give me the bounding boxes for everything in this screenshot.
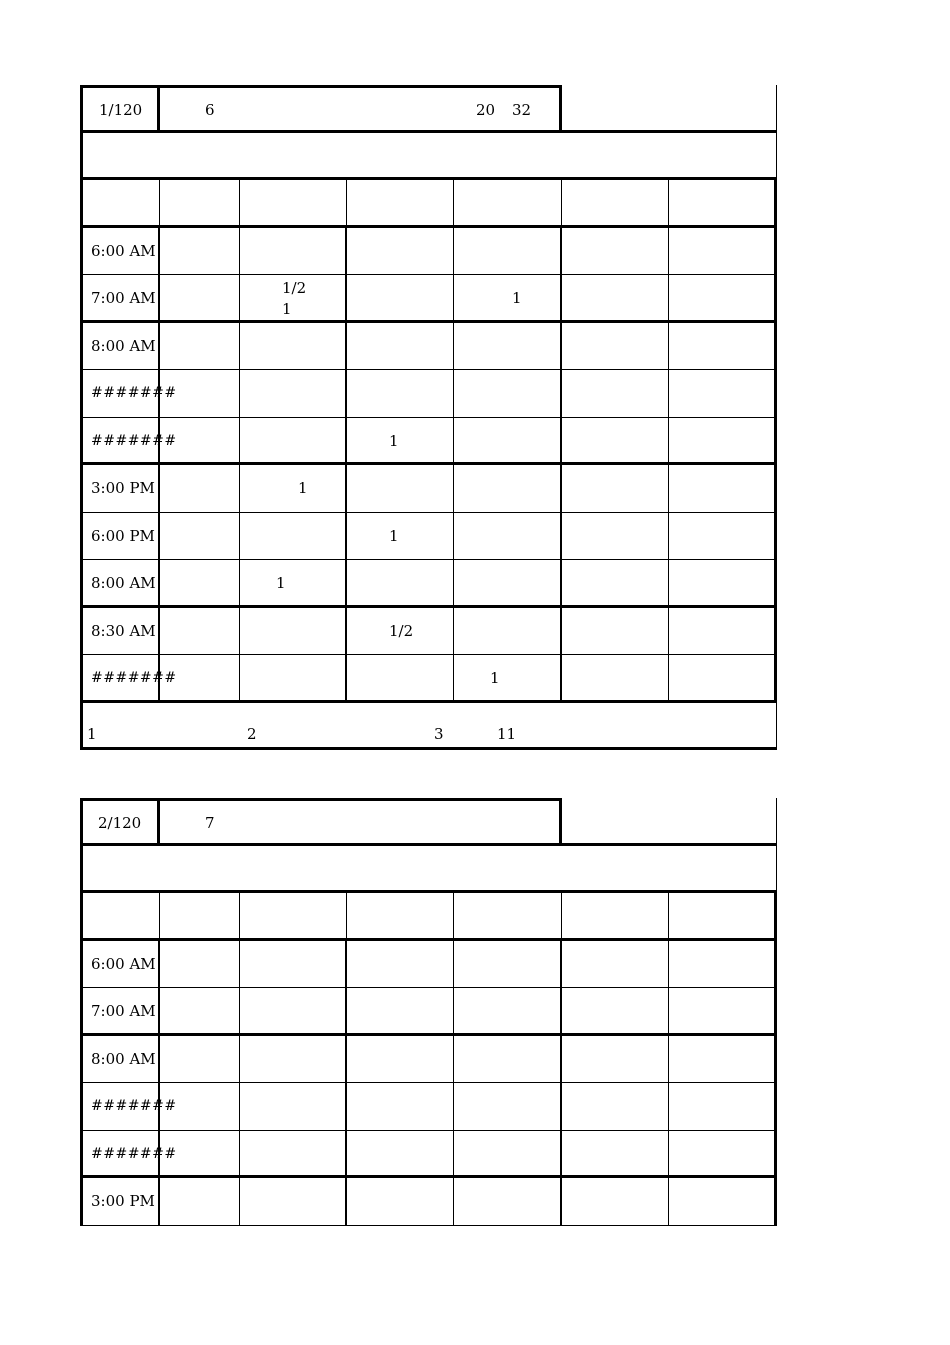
slot-cell[interactable] — [347, 228, 454, 276]
slot-cell[interactable] — [347, 1083, 454, 1131]
slot-cell[interactable] — [669, 608, 777, 656]
total-value-d: 11 — [497, 724, 517, 743]
time-cell[interactable] — [80, 988, 160, 1036]
time-label: 8:30 AM — [91, 621, 156, 640]
column-header-cell[interactable] — [669, 180, 777, 228]
slot-cell[interactable] — [160, 608, 240, 656]
time-slot-row — [80, 988, 777, 1036]
slot-cell[interactable] — [160, 465, 240, 513]
slot-value: 1 — [298, 479, 308, 497]
time-label: 3:00 PM — [91, 479, 155, 497]
column-header-cell[interactable] — [454, 180, 562, 228]
time-label: 3:00 PM — [91, 1192, 155, 1210]
slot-cell[interactable] — [669, 1178, 777, 1226]
time-cell[interactable] — [80, 513, 160, 561]
slot-cell[interactable] — [240, 1083, 347, 1131]
slot-cell[interactable] — [160, 1178, 240, 1226]
slot-value: 1 — [512, 289, 522, 307]
time-slot-row — [80, 655, 777, 703]
slot-cell[interactable] — [240, 988, 347, 1036]
slot-cell[interactable] — [562, 228, 669, 276]
slot-cell[interactable] — [454, 418, 562, 466]
column-header-cell[interactable] — [80, 180, 160, 228]
slot-cell[interactable] — [160, 1036, 240, 1084]
time-label: 7:00 AM — [91, 1002, 156, 1020]
column-header-row — [80, 893, 777, 941]
column-header-cell[interactable] — [240, 180, 347, 228]
slot-cell[interactable] — [347, 370, 454, 418]
slot-cell[interactable] — [347, 1131, 454, 1179]
header-value-a: 6 — [205, 101, 215, 119]
time-label: ####### — [91, 670, 177, 686]
sheet-header-row — [80, 798, 777, 846]
time-slot-row — [80, 275, 777, 323]
time-label: ####### — [91, 432, 177, 449]
column-header-cell[interactable] — [347, 180, 454, 228]
time-cell[interactable] — [80, 1083, 177, 1131]
slot-cell[interactable] — [347, 560, 454, 608]
slot-cell[interactable] — [347, 1036, 454, 1084]
time-cell[interactable] — [80, 608, 160, 656]
column-header-cell[interactable] — [347, 893, 454, 941]
time-slot-row — [80, 465, 777, 513]
slot-cell[interactable] — [347, 655, 454, 703]
time-cell[interactable] — [80, 275, 160, 323]
slot-cell[interactable] — [240, 513, 347, 561]
slot-cell[interactable] — [240, 275, 347, 323]
slot-cell[interactable] — [160, 655, 240, 703]
slot-value: 1 — [389, 431, 399, 450]
time-cell[interactable] — [80, 370, 177, 418]
header-value-a: 7 — [205, 814, 215, 832]
slot-cell[interactable] — [562, 560, 669, 608]
slot-cell[interactable] — [240, 1178, 347, 1226]
time-slot-row — [80, 228, 777, 276]
slot-cell[interactable] — [160, 1083, 240, 1131]
slot-cell[interactable] — [562, 988, 669, 1036]
column-header-cell[interactable] — [160, 893, 240, 941]
sheet-id-cell[interactable] — [80, 85, 160, 133]
time-slot-row — [80, 560, 777, 608]
slot-cell[interactable] — [454, 941, 562, 989]
totals-row — [80, 703, 777, 751]
slot-cell[interactable] — [669, 560, 777, 608]
slot-value: 1 — [389, 526, 399, 545]
slot-cell[interactable] — [562, 465, 669, 513]
slot-cell[interactable] — [454, 608, 562, 656]
time-slot-row — [80, 1036, 777, 1084]
slot-cell[interactable] — [454, 465, 562, 513]
time-slot-row — [80, 418, 777, 466]
slot-cell[interactable] — [562, 1178, 669, 1226]
slot-cell[interactable] — [160, 941, 240, 989]
slot-cell[interactable] — [240, 370, 347, 418]
slot-cell[interactable] — [240, 323, 347, 371]
slot-cell[interactable] — [454, 323, 562, 371]
slot-value: 1/2 — [389, 621, 414, 640]
sheet-id-cell[interactable] — [80, 798, 160, 846]
slot-cell[interactable] — [454, 1178, 562, 1226]
slot-cell[interactable] — [669, 1131, 777, 1179]
slot-cell[interactable] — [454, 228, 562, 276]
slot-value: 1 — [490, 669, 500, 687]
time-slot-row — [80, 1083, 777, 1131]
slot-cell[interactable] — [669, 418, 777, 466]
slot-cell[interactable] — [669, 941, 777, 989]
slot-cell[interactable] — [347, 513, 454, 561]
slot-cell[interactable] — [454, 275, 562, 323]
slot-cell[interactable] — [669, 228, 777, 276]
time-cell[interactable] — [80, 228, 160, 276]
header-blank-cell[interactable] — [562, 85, 777, 133]
time-cell[interactable] — [80, 1178, 160, 1226]
slot-cell[interactable] — [562, 418, 669, 466]
time-label: 6:00 AM — [91, 954, 156, 973]
time-slot-row — [80, 1178, 777, 1226]
time-label: 8:00 AM — [91, 574, 156, 592]
slot-value: 1/2 — [282, 279, 307, 297]
time-slot-row — [80, 323, 777, 371]
time-cell[interactable] — [80, 323, 160, 371]
time-cell[interactable] — [80, 655, 177, 703]
slot-cell[interactable] — [669, 655, 777, 703]
slot-cell[interactable] — [562, 323, 669, 371]
slot-cell[interactable] — [669, 275, 777, 323]
slot-cell[interactable] — [160, 370, 240, 418]
slot-cell[interactable] — [454, 560, 562, 608]
slot-cell[interactable] — [454, 513, 562, 561]
slot-cell[interactable] — [562, 608, 669, 656]
slot-cell[interactable] — [240, 655, 347, 703]
time-slot-row — [80, 941, 777, 989]
slot-cell[interactable] — [240, 1036, 347, 1084]
column-header-cell[interactable] — [160, 180, 240, 228]
slot-cell[interactable] — [160, 323, 240, 371]
slot-cell[interactable] — [347, 608, 454, 656]
slot-cell[interactable] — [454, 988, 562, 1036]
time-slot-row — [80, 1131, 777, 1179]
slot-cell[interactable] — [669, 513, 777, 561]
slot-cell[interactable] — [240, 228, 347, 276]
time-cell[interactable] — [80, 1131, 177, 1179]
header-value-c: 32 — [512, 101, 532, 119]
total-value-a: 1 — [87, 724, 97, 743]
total-value-b: 2 — [247, 724, 257, 743]
time-label: ####### — [91, 385, 177, 401]
slot-cell[interactable] — [454, 370, 562, 418]
time-label: 6:00 PM — [91, 526, 155, 545]
slot-value: 1 — [276, 574, 286, 592]
slot-cell[interactable] — [562, 275, 669, 323]
blank-merged-cell[interactable] — [80, 133, 777, 181]
slot-cell[interactable] — [562, 1083, 669, 1131]
time-cell[interactable] — [80, 560, 160, 608]
slot-cell[interactable] — [347, 323, 454, 371]
slot-cell[interactable] — [347, 465, 454, 513]
slot-cell[interactable] — [454, 1131, 562, 1179]
slot-cell[interactable] — [160, 1131, 240, 1179]
blank-row — [80, 133, 777, 181]
slot-cell[interactable] — [160, 418, 240, 466]
slot-cell[interactable] — [562, 941, 669, 989]
slot-cell[interactable] — [669, 1083, 777, 1131]
time-label: 6:00 AM — [91, 241, 156, 260]
slot-cell[interactable] — [562, 513, 669, 561]
slot-cell[interactable] — [562, 655, 669, 703]
totals-merged-cell[interactable] — [80, 703, 777, 751]
slot-cell[interactable] — [669, 465, 777, 513]
column-header-cell[interactable] — [454, 893, 562, 941]
sheet-title-cell[interactable] — [160, 798, 562, 846]
slot-cell[interactable] — [160, 513, 240, 561]
slot-cell[interactable] — [347, 941, 454, 989]
slot-cell[interactable] — [347, 418, 454, 466]
blank-row — [80, 846, 777, 894]
header-value-b: 20 — [476, 101, 496, 119]
time-label: 7:00 AM — [91, 289, 156, 307]
slot-cell[interactable] — [669, 988, 777, 1036]
time-cell[interactable] — [80, 418, 177, 466]
sheet-id: 1/120 — [99, 101, 143, 119]
slot-cell[interactable] — [347, 988, 454, 1036]
column-header-cell[interactable] — [669, 893, 777, 941]
slot-cell[interactable] — [562, 370, 669, 418]
slot-cell[interactable] — [454, 1036, 562, 1084]
slot-cell[interactable] — [240, 941, 347, 989]
sheet-title-cell[interactable] — [160, 85, 562, 133]
slot-cell[interactable] — [669, 370, 777, 418]
header-blank-cell[interactable] — [562, 798, 777, 846]
time-cell[interactable] — [80, 465, 160, 513]
slot-cell[interactable] — [160, 228, 240, 276]
time-cell[interactable] — [80, 941, 160, 989]
slot-cell[interactable] — [240, 1131, 347, 1179]
slot-cell[interactable] — [240, 608, 347, 656]
slot-cell[interactable] — [454, 655, 562, 703]
slot-cell[interactable] — [160, 560, 240, 608]
column-header-cell[interactable] — [80, 893, 160, 941]
slot-cell[interactable] — [240, 465, 347, 513]
time-slot-row — [80, 513, 777, 561]
slot-cell[interactable] — [240, 418, 347, 466]
time-slot-row — [80, 370, 777, 418]
blank-merged-cell[interactable] — [80, 846, 777, 894]
slot-cell[interactable] — [669, 1036, 777, 1084]
slot-cell[interactable] — [347, 275, 454, 323]
time-cell[interactable] — [80, 1036, 160, 1084]
slot-cell[interactable] — [160, 275, 240, 323]
slot-cell[interactable] — [240, 560, 347, 608]
time-slot-row — [80, 608, 777, 656]
slot-value: 1 — [282, 300, 292, 318]
sheet-header-row — [80, 85, 777, 133]
column-header-cell[interactable] — [562, 180, 669, 228]
column-header-cell[interactable] — [240, 893, 347, 941]
slot-cell[interactable] — [347, 1178, 454, 1226]
time-label: ####### — [91, 1098, 177, 1114]
sheet-id: 2/120 — [98, 814, 142, 832]
column-header-row — [80, 180, 777, 228]
slot-cell[interactable] — [562, 1036, 669, 1084]
slot-cell[interactable] — [669, 323, 777, 371]
slot-cell[interactable] — [562, 1131, 669, 1179]
slot-cell[interactable] — [160, 988, 240, 1036]
time-label: 8:00 AM — [91, 1049, 156, 1068]
time-label: ####### — [91, 1145, 177, 1162]
slot-cell[interactable] — [454, 1083, 562, 1131]
column-header-cell[interactable] — [562, 893, 669, 941]
time-label: 8:00 AM — [91, 336, 156, 355]
total-value-c: 3 — [434, 724, 444, 743]
